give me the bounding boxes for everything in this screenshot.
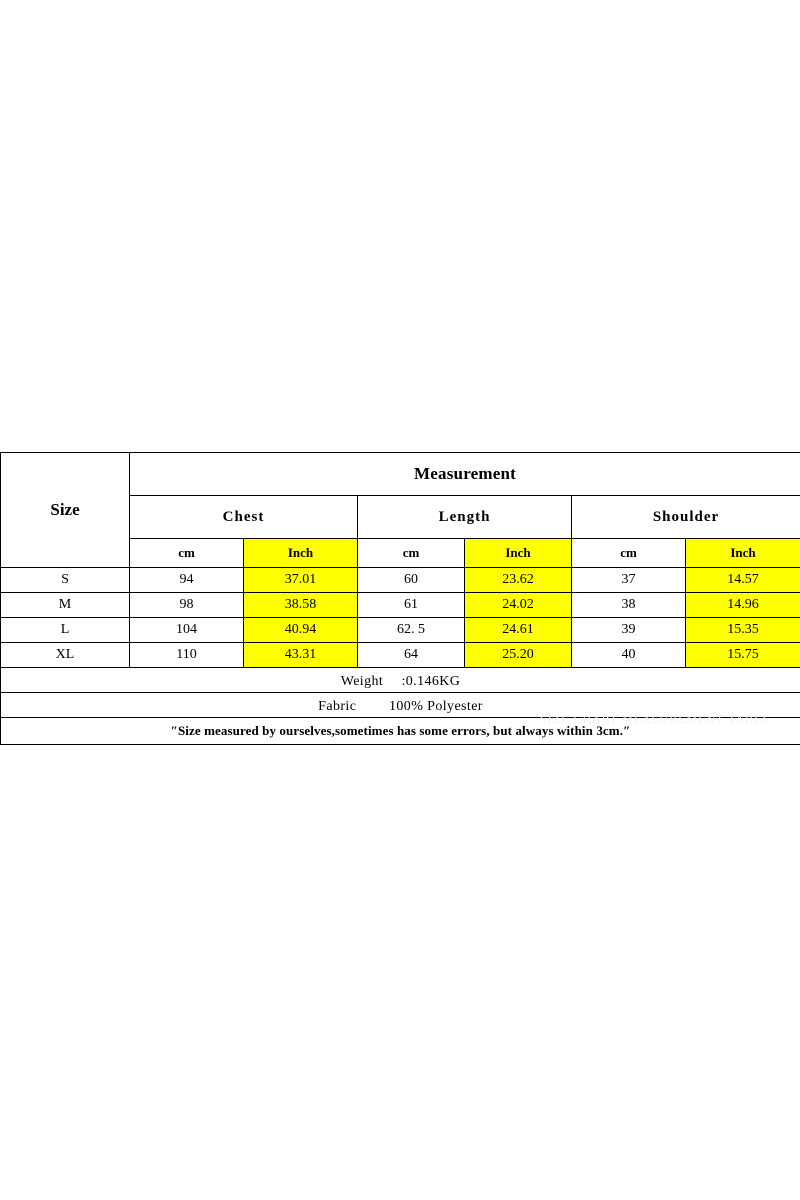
cell-shoulder-inch: 14.96 [686, 593, 800, 618]
header-shoulder: Shoulder [572, 496, 800, 539]
size-chart-container [0, 452, 800, 745]
fabric-row [1, 693, 800, 718]
disclaimer-row [1, 718, 800, 745]
cell-chest-inch: 43.31 [244, 643, 358, 668]
header-unit-length-cm: cm [358, 539, 465, 568]
cell-shoulder-inch: 14.57 [686, 568, 800, 593]
header-unit-chest-cm: cm [130, 539, 244, 568]
header-size: Size [1, 453, 130, 568]
cell-shoulder-cm: 38 [572, 593, 686, 618]
cell-size: XL [1, 643, 130, 668]
cell-shoulder-cm: 37 [572, 568, 686, 593]
table-row [1, 568, 800, 593]
table-header-row-1 [1, 453, 800, 496]
cell-chest-cm: 98 [130, 593, 244, 618]
weight-label: Weight :0.146KG [1, 668, 800, 693]
cell-size: M [1, 593, 130, 618]
weight-row [1, 668, 800, 693]
cell-shoulder-cm: 39 [572, 618, 686, 643]
table-row [1, 643, 800, 668]
cell-chest-inch: 37.01 [244, 568, 358, 593]
cell-shoulder-cm: 40 [572, 643, 686, 668]
cell-chest-cm: 104 [130, 618, 244, 643]
header-unit-length-inch: Inch [465, 539, 572, 568]
cell-chest-inch: 40.94 [244, 618, 358, 643]
cell-length-inch: 23.62 [465, 568, 572, 593]
header-measurement: Measurement [130, 453, 800, 496]
disclaimer-text: ″Size measured by ourselves,sometimes has some errors, but always within 3cm.″ [1, 718, 800, 745]
cell-length-inch: 24.02 [465, 593, 572, 618]
cell-length-inch: 25.20 [465, 643, 572, 668]
cell-length-cm: 62. 5 [358, 618, 465, 643]
header-length: Length [358, 496, 572, 539]
fabric-label: Fabric 100% Polyester [1, 693, 800, 718]
table-row [1, 593, 800, 618]
cell-shoulder-inch: 15.35 [686, 618, 800, 643]
table-row [1, 618, 800, 643]
cell-length-cm: 60 [358, 568, 465, 593]
watermark-text: SIZE CHART MEASUREMENT TABLE [540, 712, 771, 726]
cell-length-cm: 64 [358, 643, 465, 668]
cell-chest-cm: 110 [130, 643, 244, 668]
cell-size: L [1, 618, 130, 643]
cell-length-cm: 61 [358, 593, 465, 618]
header-unit-chest-inch: Inch [244, 539, 358, 568]
cell-size: S [1, 568, 130, 593]
header-unit-shoulder-inch: Inch [686, 539, 800, 568]
cell-length-inch: 24.61 [465, 618, 572, 643]
cell-chest-inch: 38.58 [244, 593, 358, 618]
cell-shoulder-inch: 15.75 [686, 643, 800, 668]
header-chest: Chest [130, 496, 358, 539]
size-chart-table [0, 452, 800, 745]
header-unit-shoulder-cm: cm [572, 539, 686, 568]
cell-chest-cm: 94 [130, 568, 244, 593]
